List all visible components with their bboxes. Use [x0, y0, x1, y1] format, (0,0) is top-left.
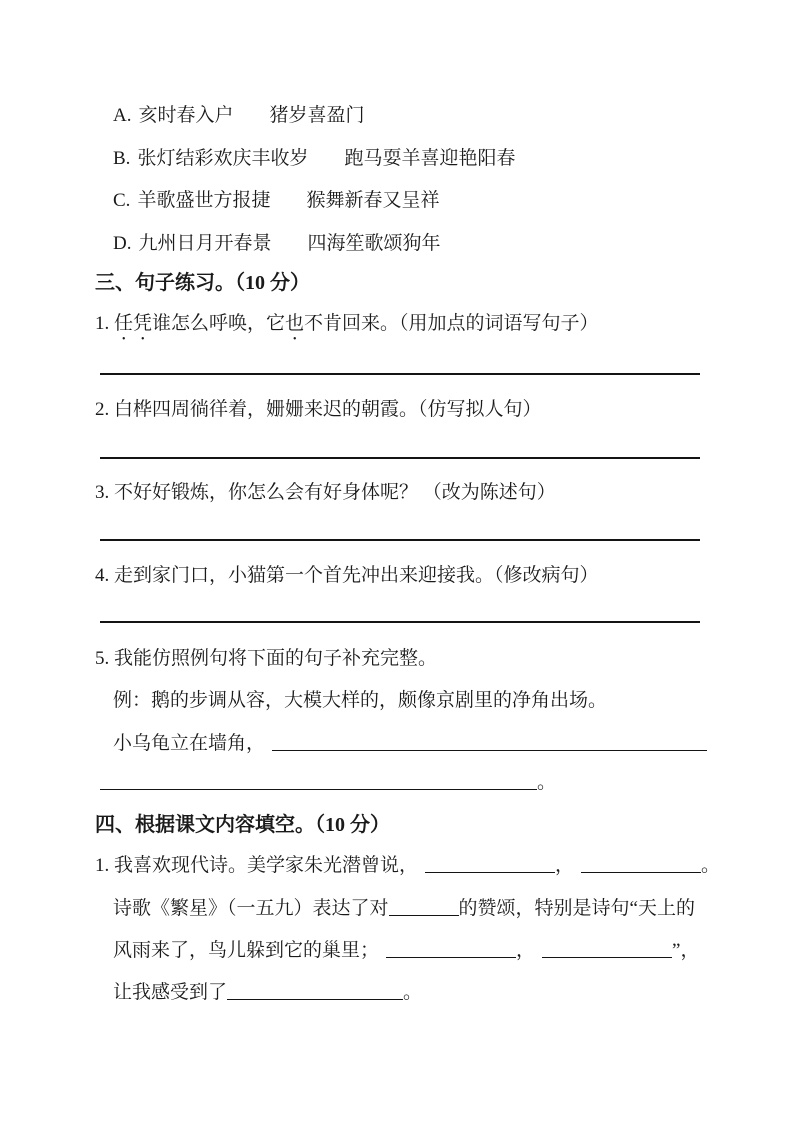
- section3-question-5: 5. 我能仿照例句将下面的句子补充完整。: [95, 648, 438, 669]
- question-text: 不肯回来。（用加点的词语写句子）: [304, 313, 599, 334]
- section3-heading: 三、句子练习。（10 分）: [95, 272, 310, 294]
- emphasized-word: 也: [285, 313, 305, 334]
- answer-line: [100, 373, 700, 375]
- answer-line: [100, 539, 700, 541]
- option-first-phrase: 羊歌盛世方报捷: [137, 190, 271, 211]
- option-second-phrase: 四海笙歌颂狗年: [307, 233, 441, 254]
- question-number: 1.: [95, 313, 114, 334]
- section3-question-2: 2. 白桦四周徜徉着，姗姗来迟的朝霞。（仿写拟人句）: [95, 399, 542, 420]
- answer-blank: [425, 855, 555, 873]
- section4-line-3: [113, 938, 699, 964]
- question-text: 诗歌《繁星》（一五九）表达了对: [113, 898, 389, 919]
- example-sentence: 例：鹅的步调从容，大模大样的，颇像京剧里的净角出场。: [113, 690, 608, 711]
- question-text: 让我感受到了: [113, 982, 228, 1003]
- section4-line-1: [95, 853, 720, 879]
- option-row-c: [113, 188, 439, 214]
- option-row-a: [113, 103, 365, 129]
- section4-line-2: [113, 896, 695, 922]
- section3-question-3: 3. 不好好锻炼，你怎么会有好身体呢？ （改为陈述句）: [95, 482, 556, 503]
- answer-line: [100, 621, 700, 623]
- answer-blank: [542, 940, 672, 958]
- question-5-stem-line: [113, 731, 707, 757]
- answer-blank: [581, 855, 701, 873]
- section3-question-1: [95, 311, 599, 345]
- question-text: ，: [555, 855, 575, 876]
- question-text: 的赞颂，特别是诗句“天上的: [458, 898, 695, 919]
- option-label: B.: [113, 148, 131, 169]
- answer-blank: [227, 982, 403, 1000]
- question-text: 。: [701, 855, 721, 876]
- option-row-b: [113, 146, 515, 172]
- option-label: A.: [113, 105, 132, 126]
- question-text: 风雨来了，鸟儿躲到它的巢里；: [113, 940, 380, 961]
- question-text: 1. 我喜欢现代诗。美学家朱光潜曾说，: [95, 855, 419, 876]
- section4-line-4: [113, 980, 422, 1006]
- option-label: D.: [113, 233, 132, 254]
- emphasized-word: 任凭: [114, 313, 153, 334]
- question-text: 。: [403, 982, 423, 1003]
- option-first-phrase: 张灯结彩欢庆丰收岁: [137, 148, 309, 169]
- option-label: C.: [113, 190, 131, 211]
- option-first-phrase: 亥时春入户: [138, 105, 234, 126]
- answer-blank: [386, 940, 516, 958]
- answer-blank: [389, 898, 459, 916]
- option-second-phrase: 跑马耍羊喜迎艳阳春: [344, 148, 516, 169]
- option-second-phrase: 猪岁喜盈门: [269, 105, 365, 126]
- question-5-continuation-line: [100, 770, 556, 796]
- question-text: ”，: [672, 940, 700, 961]
- question-text: 小乌龟立在墙角，: [113, 733, 266, 754]
- answer-line: [100, 457, 700, 459]
- section3-question-4: 4. 走到家门口，小猫第一个首先冲出来迎接我。（修改病句）: [95, 565, 599, 586]
- option-row-d: [113, 231, 441, 257]
- section4-heading: 四、根据课文内容填空。（10 分）: [95, 814, 390, 836]
- option-first-phrase: 九州日月开春景: [138, 233, 272, 254]
- sentence-period: 。: [537, 772, 557, 793]
- question-text: 谁怎么呼唤，它: [152, 313, 286, 334]
- option-second-phrase: 猴舞新春又呈祥: [306, 190, 440, 211]
- answer-blank: [100, 772, 537, 790]
- answer-blank: [272, 733, 707, 751]
- question-text: ，: [516, 940, 536, 961]
